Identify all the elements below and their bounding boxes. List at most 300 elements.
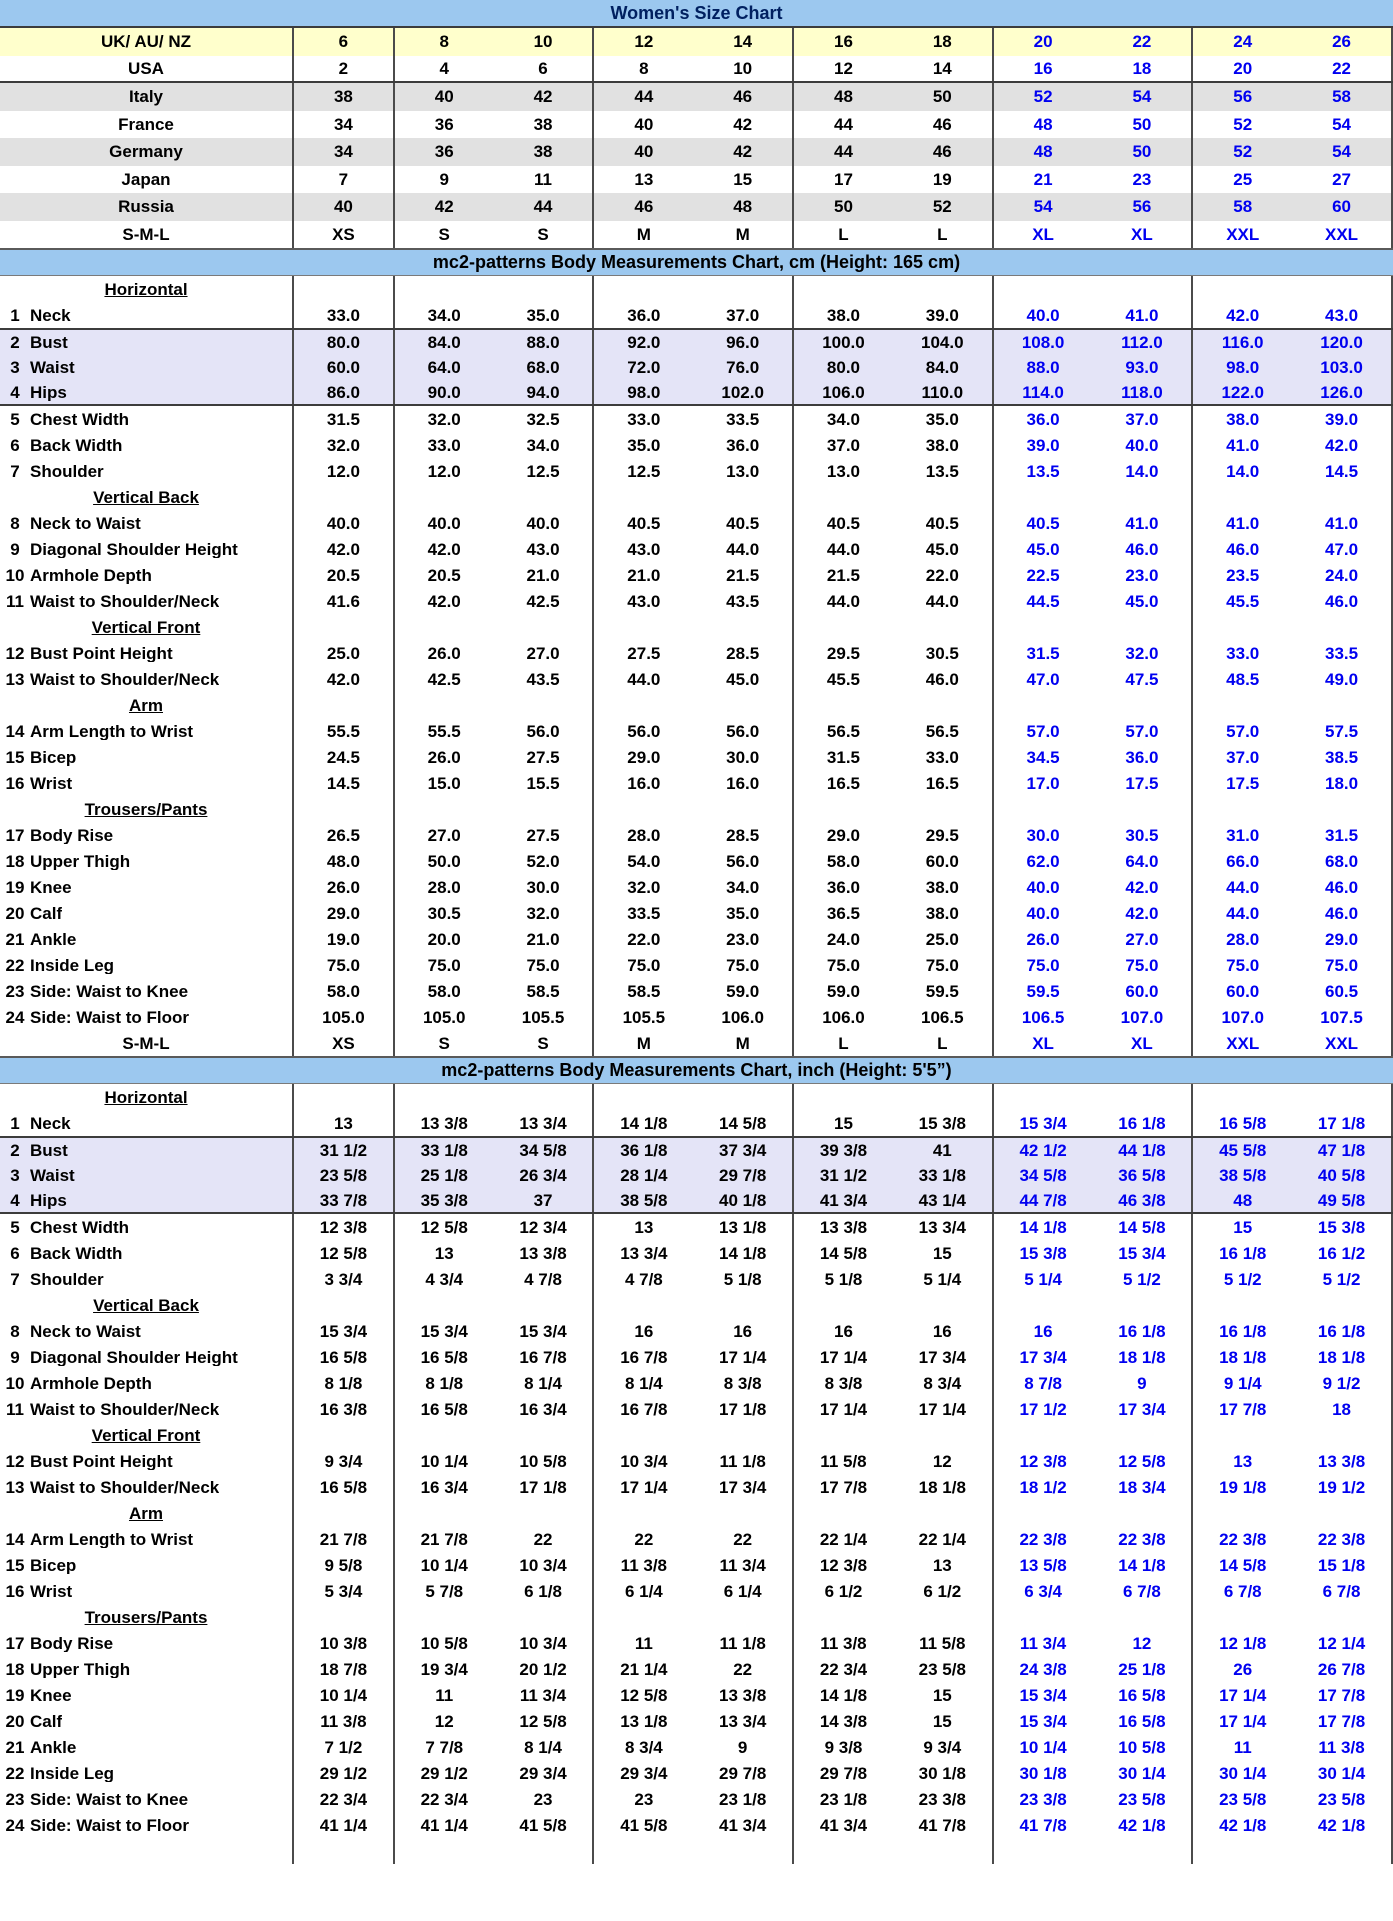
cell: 22 3/8 — [1292, 1526, 1393, 1552]
cell: 13.0 — [826, 461, 861, 481]
cell: 26 7/8 — [1292, 1656, 1393, 1682]
measurement-name: Bust Point Height — [30, 644, 173, 662]
cell — [494, 1292, 595, 1318]
cell: 46.0 — [1292, 900, 1393, 926]
row-label: USA — [0, 56, 294, 82]
table-row — [0, 1240, 1393, 1266]
cell: 7 1/2 — [294, 1734, 395, 1760]
cell: 32.0 — [627, 877, 661, 897]
row-number: 16 — [5, 773, 25, 793]
cell: 17 7/8 — [1292, 1708, 1393, 1734]
cell: 39.0 — [1026, 435, 1060, 455]
cell: 10 — [693, 56, 794, 82]
cell: 116.0 — [1221, 332, 1264, 352]
cell: 31 1/2 — [294, 1138, 395, 1162]
table-row — [0, 1318, 1393, 1344]
cell: 28.0 — [1226, 929, 1260, 949]
cell: 6 1/8 — [494, 1578, 595, 1604]
cell: 34.0 — [826, 409, 861, 429]
cell: 6 1/4 — [693, 1578, 794, 1604]
cell: 44.0 — [893, 588, 994, 614]
cell: 17 3/4 — [1093, 1396, 1194, 1422]
table-row — [0, 328, 1393, 354]
cell: 33.0 — [427, 435, 461, 455]
cell — [1093, 1084, 1194, 1110]
cell — [395, 484, 494, 510]
cell: 106.0 — [693, 1004, 794, 1030]
cell: XXL — [1292, 221, 1393, 249]
table-row — [0, 1214, 1393, 1240]
cell: 45.5 — [826, 669, 861, 689]
row-number: 22 — [5, 955, 25, 975]
cell: 21.0 — [627, 565, 661, 585]
cell: 30 1/8 — [893, 1760, 994, 1786]
cell: 14 1/8 — [620, 1113, 668, 1133]
cell — [693, 1604, 794, 1630]
cell: 27.0 — [427, 825, 461, 845]
cell: 80.0 — [826, 357, 861, 377]
cell: 110.0 — [893, 380, 994, 404]
cell: 21 — [1033, 169, 1053, 189]
cell: 13 5/8 — [1019, 1555, 1067, 1575]
cell: 30.5 — [427, 903, 461, 923]
cell — [395, 692, 494, 718]
row-label — [0, 330, 294, 354]
cell: 100.0 — [822, 332, 865, 352]
cell — [693, 1084, 794, 1110]
cell: 59.5 — [1026, 981, 1060, 1001]
cell: 13 3/8 — [693, 1682, 794, 1708]
cell: 20.5 — [294, 562, 395, 588]
subheader-text: Horizontal — [104, 279, 188, 299]
cell: 31.5 — [1292, 822, 1393, 848]
row-number: 22 — [5, 1763, 25, 1783]
cell: 46.0 — [1292, 588, 1393, 614]
cell: 40.5 — [693, 510, 794, 536]
cell: 8 1/8 — [425, 1373, 464, 1393]
row-label: S-M-L — [0, 221, 294, 249]
row-label — [0, 1110, 294, 1136]
cell: 42 1/8 — [1219, 1815, 1267, 1835]
cell — [1292, 276, 1393, 302]
cell: 40.5 — [627, 513, 661, 533]
cell — [794, 1422, 893, 1448]
cell — [395, 1500, 494, 1526]
subheader-text: Vertical Front — [91, 1425, 201, 1445]
cell: 15 3/4 — [420, 1321, 468, 1341]
cell — [994, 614, 1093, 640]
row-label — [0, 1396, 294, 1422]
row-label — [0, 354, 294, 380]
cell: 54 — [1093, 83, 1194, 111]
cell: 45.0 — [1093, 588, 1194, 614]
cell — [693, 1422, 794, 1448]
cell: 33.0 — [627, 409, 661, 429]
cell: 58.0 — [427, 981, 461, 1001]
table-row — [0, 666, 1393, 692]
row-number: 20 — [5, 1711, 25, 1731]
cell: L — [838, 1033, 849, 1053]
section-subheader-row — [0, 1500, 1393, 1526]
cell: 40.0 — [427, 513, 461, 533]
row-label: France — [0, 111, 294, 139]
cell: 52 — [1033, 87, 1053, 107]
measurement-name: Armhole Depth — [30, 566, 152, 584]
cell: 11 — [435, 1685, 454, 1705]
cell: 15 3/4 — [494, 1318, 595, 1344]
row-label — [0, 458, 294, 484]
cell: 31.5 — [1026, 643, 1060, 663]
cell: 105.0 — [294, 1004, 395, 1030]
cell: 43.0 — [1292, 302, 1393, 328]
cell: 18 1/8 — [1292, 1344, 1393, 1370]
cell: L — [893, 221, 994, 249]
cell: 26 — [1292, 28, 1393, 56]
cell — [1193, 1292, 1292, 1318]
cell: 8 — [639, 58, 649, 78]
measurement-name: Ankle — [30, 1738, 77, 1756]
cell: 13 3/8 — [1292, 1448, 1393, 1474]
section-subheader-label — [0, 1084, 294, 1110]
cell: 15 3/8 — [1019, 1243, 1067, 1263]
cell: 42.0 — [427, 591, 461, 611]
row-label — [0, 1526, 294, 1552]
cell: 12 — [1093, 1630, 1194, 1656]
cell: 58.0 — [826, 851, 861, 871]
cell: 29.5 — [893, 822, 994, 848]
chart-title-bar — [0, 0, 1393, 28]
cell — [395, 796, 494, 822]
cell: 18 — [893, 28, 994, 56]
cell: 5 1/8 — [693, 1266, 794, 1292]
cell: 27.5 — [494, 822, 595, 848]
cell: 11 3/4 — [494, 1682, 595, 1708]
cell: 26.0 — [427, 747, 461, 767]
cell — [893, 484, 994, 510]
cell: 13 — [634, 169, 654, 189]
table-row — [0, 1838, 1393, 1864]
cell: 26 — [1233, 1659, 1253, 1679]
cell: 48 — [1033, 114, 1053, 134]
row-label — [0, 406, 294, 432]
cell — [395, 614, 494, 640]
table-row — [0, 166, 1393, 194]
cell: 30.0 — [693, 744, 794, 770]
row-label — [0, 926, 294, 952]
row-number: 8 — [10, 513, 20, 533]
subheader-text: Arm — [128, 695, 163, 715]
cell: 29.0 — [294, 900, 395, 926]
cell: 40 — [634, 142, 654, 162]
cell: 12 1/4 — [1292, 1630, 1393, 1656]
cell: 5 1/4 — [893, 1266, 994, 1292]
cell: 54 — [1033, 197, 1053, 217]
cell: 44 — [494, 193, 595, 221]
cell: 17 3/4 — [1019, 1347, 1067, 1367]
cell: S — [494, 1030, 595, 1056]
cell: 28.5 — [693, 640, 794, 666]
cell — [1093, 614, 1194, 640]
section-subheader-label — [0, 276, 294, 302]
table-row — [0, 1030, 1393, 1056]
cell: 40.5 — [1026, 513, 1060, 533]
table-row — [0, 562, 1393, 588]
cell: 58.5 — [627, 981, 661, 1001]
cell: 17 1/2 — [1019, 1399, 1067, 1419]
row-number: 13 — [5, 1477, 25, 1497]
cell: 14 5/8 — [1219, 1555, 1267, 1575]
cell: 6 7/8 — [1093, 1578, 1194, 1604]
cell: 18 — [1292, 1396, 1393, 1422]
cell — [1193, 1838, 1292, 1864]
cell: 24.0 — [826, 929, 861, 949]
cell — [1292, 1500, 1393, 1526]
cell — [794, 1084, 893, 1110]
cell: 56.0 — [693, 718, 794, 744]
measurement-name: Inside Leg — [30, 1764, 115, 1782]
cell: 12 3/4 — [494, 1214, 595, 1240]
cell: 17 1/4 — [693, 1344, 794, 1370]
cell: 10 1/4 — [294, 1682, 395, 1708]
cell: 10 3/4 — [620, 1451, 668, 1471]
cell: 13 1/8 — [620, 1711, 668, 1731]
cell: 29 1/2 — [420, 1763, 468, 1783]
cell: 12 5/8 — [420, 1217, 468, 1237]
cell: 8 1/4 — [494, 1734, 595, 1760]
cell: 32.0 — [427, 409, 461, 429]
cell: 23 3/8 — [1019, 1789, 1067, 1809]
cell: 60.5 — [1292, 978, 1393, 1004]
cell: 10 3/4 — [494, 1552, 595, 1578]
cell: 40.5 — [893, 510, 994, 536]
cell: 33 1/8 — [420, 1140, 468, 1160]
cell: 17 1/8 — [1292, 1110, 1393, 1136]
cell — [994, 692, 1093, 718]
row-label — [0, 1578, 294, 1604]
cell — [1093, 1604, 1194, 1630]
measurement-name: Chest Width — [30, 1218, 130, 1236]
row-number: 1 — [10, 305, 20, 325]
cell: 16 3/4 — [420, 1477, 468, 1497]
row-label — [0, 1474, 294, 1500]
cell: 22.0 — [627, 929, 661, 949]
cell: 42 1/2 — [1019, 1140, 1067, 1160]
cell: 11 3/8 — [1292, 1734, 1393, 1760]
cell: 75.0 — [1292, 952, 1393, 978]
table-row — [0, 193, 1393, 221]
cell: 13 — [434, 1243, 454, 1263]
cell: 120.0 — [1292, 330, 1393, 354]
cell: 45.5 — [1226, 591, 1260, 611]
row-label — [0, 536, 294, 562]
cell: 112.0 — [1093, 330, 1194, 354]
cell: 13 3/4 — [494, 1110, 595, 1136]
cell — [893, 796, 994, 822]
cell: 88.0 — [1026, 357, 1060, 377]
cell: 8 3/8 — [824, 1373, 863, 1393]
cell — [494, 692, 595, 718]
measurement-name: Calf — [30, 904, 63, 922]
row-number: 6 — [10, 1243, 20, 1263]
cm-measurements-table — [0, 276, 1393, 1056]
table-row — [0, 1708, 1393, 1734]
cell: 13 3/8 — [494, 1240, 595, 1266]
cell: 15 3/4 — [1019, 1711, 1067, 1731]
cell: 22 — [693, 1656, 794, 1682]
cell: 18.0 — [1292, 770, 1393, 796]
cell: 34 5/8 — [494, 1138, 595, 1162]
table-row — [0, 744, 1393, 770]
cell: 17 3/4 — [693, 1474, 794, 1500]
cell — [1292, 614, 1393, 640]
cell: 14 1/8 — [1019, 1217, 1067, 1237]
cell: 16 1/8 — [1093, 1318, 1194, 1344]
cell: 42 1/8 — [1292, 1812, 1393, 1838]
cell — [794, 614, 893, 640]
cell — [494, 796, 595, 822]
cell: 12 — [893, 1448, 994, 1474]
subheader-text: Trousers/Pants — [84, 1607, 208, 1627]
cell: 42.0 — [427, 539, 461, 559]
cell: 10 5/8 — [1093, 1734, 1194, 1760]
cell — [494, 484, 595, 510]
cell: 56.0 — [494, 718, 595, 744]
measurement-name: Armhole Depth — [30, 1374, 152, 1392]
cell: 33.5 — [627, 903, 661, 923]
measurement-name: Side: Waist to Floor — [30, 1816, 189, 1834]
cell: 75.0 — [627, 955, 661, 975]
cell — [594, 1422, 693, 1448]
cell: 29 7/8 — [693, 1760, 794, 1786]
cell: 44.0 — [826, 591, 861, 611]
cell — [1093, 692, 1194, 718]
cell: 114.0 — [1022, 382, 1064, 402]
cell: 16 5/8 — [294, 1344, 395, 1370]
cell: 6 7/8 — [1223, 1581, 1262, 1601]
cell: 42 1/8 — [1093, 1812, 1194, 1838]
cell: 37 — [494, 1188, 595, 1212]
row-number: 11 — [6, 591, 24, 611]
measurement-name: Diagonal Shoulder Height — [30, 540, 238, 558]
cell: 12 5/8 — [294, 1240, 395, 1266]
cell: 30.0 — [494, 874, 595, 900]
cell: 54.0 — [627, 851, 661, 871]
cell: 8 1/4 — [494, 1370, 595, 1396]
cell: 17 7/8 — [819, 1477, 868, 1497]
cell: 59.0 — [693, 978, 794, 1004]
row-number: 14 — [5, 721, 25, 741]
cell: 40 — [634, 114, 654, 134]
cell: XXL — [1292, 1030, 1393, 1056]
cell: 22 — [693, 1526, 794, 1552]
cell: 22 — [1093, 28, 1194, 56]
cell: XL — [1093, 1030, 1194, 1056]
row-number: 5 — [10, 1217, 20, 1237]
cell: 106.5 — [1021, 1007, 1065, 1027]
cell — [1292, 1838, 1393, 1864]
cell — [594, 614, 693, 640]
row-number: 2 — [10, 332, 20, 352]
row-number: 11 — [6, 1399, 24, 1419]
table-row — [0, 900, 1393, 926]
cell: 57.0 — [1093, 718, 1194, 744]
cell: 75.0 — [427, 955, 461, 975]
cell: 25 1/8 — [420, 1165, 468, 1185]
cell: 6 1/4 — [624, 1581, 663, 1601]
cell: 23.0 — [693, 926, 794, 952]
row-label — [0, 588, 294, 614]
cell — [1292, 1084, 1393, 1110]
cell: 105.5 — [494, 1004, 595, 1030]
row-label — [0, 1708, 294, 1734]
cell: 58.5 — [494, 978, 595, 1004]
cell: 18 7/8 — [294, 1656, 395, 1682]
cell: 68.0 — [494, 354, 595, 380]
cell: 12.5 — [494, 458, 595, 484]
row-label — [0, 1214, 294, 1240]
section-subheader-row — [0, 1422, 1393, 1448]
cell: 32.0 — [494, 900, 595, 926]
inch-measurements-table — [0, 1084, 1393, 1864]
table-row — [0, 1188, 1393, 1214]
cell: S — [494, 221, 595, 249]
cell — [494, 1422, 595, 1448]
cell: XS — [294, 1030, 395, 1056]
cell: 44 — [634, 87, 654, 107]
cell — [294, 1500, 395, 1526]
page-title: Women's Size Chart — [610, 2, 783, 23]
cell: 30 1/8 — [1019, 1763, 1067, 1783]
cell: 72.0 — [627, 357, 661, 377]
cell: 10 1/4 — [420, 1555, 468, 1575]
cell: 98.0 — [627, 382, 661, 402]
cell: 34 — [294, 138, 395, 166]
cell: 41.0 — [1226, 435, 1260, 455]
cell: 38 — [294, 83, 395, 111]
row-label — [0, 640, 294, 666]
row-number: 7 — [10, 1269, 20, 1289]
cell — [494, 1500, 595, 1526]
cell: 43.0 — [627, 591, 661, 611]
cell — [1093, 1500, 1194, 1526]
table-row — [0, 1162, 1393, 1188]
cell: 16.0 — [627, 773, 661, 793]
cell: 17 1/8 — [693, 1396, 794, 1422]
cell: 32.0 — [1093, 640, 1194, 666]
row-label: UK/ AU/ NZ — [0, 28, 294, 56]
cell: 21 7/8 — [294, 1526, 395, 1552]
cell: 52.0 — [494, 848, 595, 874]
cell: 60 — [1292, 193, 1393, 221]
cell: 108.0 — [1021, 332, 1065, 352]
cell: 22 — [494, 1526, 595, 1552]
cell: 20 — [1233, 58, 1253, 78]
cell: 23 5/8 — [893, 1656, 994, 1682]
cell: 44.5 — [1026, 591, 1060, 611]
row-label — [0, 900, 294, 926]
cell: 5 3/4 — [294, 1578, 395, 1604]
cell: 15 — [693, 166, 794, 194]
cell: 12.0 — [427, 461, 461, 481]
cell: 14.5 — [294, 770, 395, 796]
cell: 25.0 — [893, 926, 994, 952]
cell: 15 — [893, 1240, 994, 1266]
cell: 3 3/4 — [294, 1266, 395, 1292]
cell: 17 1/4 — [1219, 1685, 1267, 1705]
cell: 9 — [1093, 1370, 1194, 1396]
cell: 39 3/8 — [819, 1140, 868, 1160]
cell: 88.0 — [494, 330, 595, 354]
